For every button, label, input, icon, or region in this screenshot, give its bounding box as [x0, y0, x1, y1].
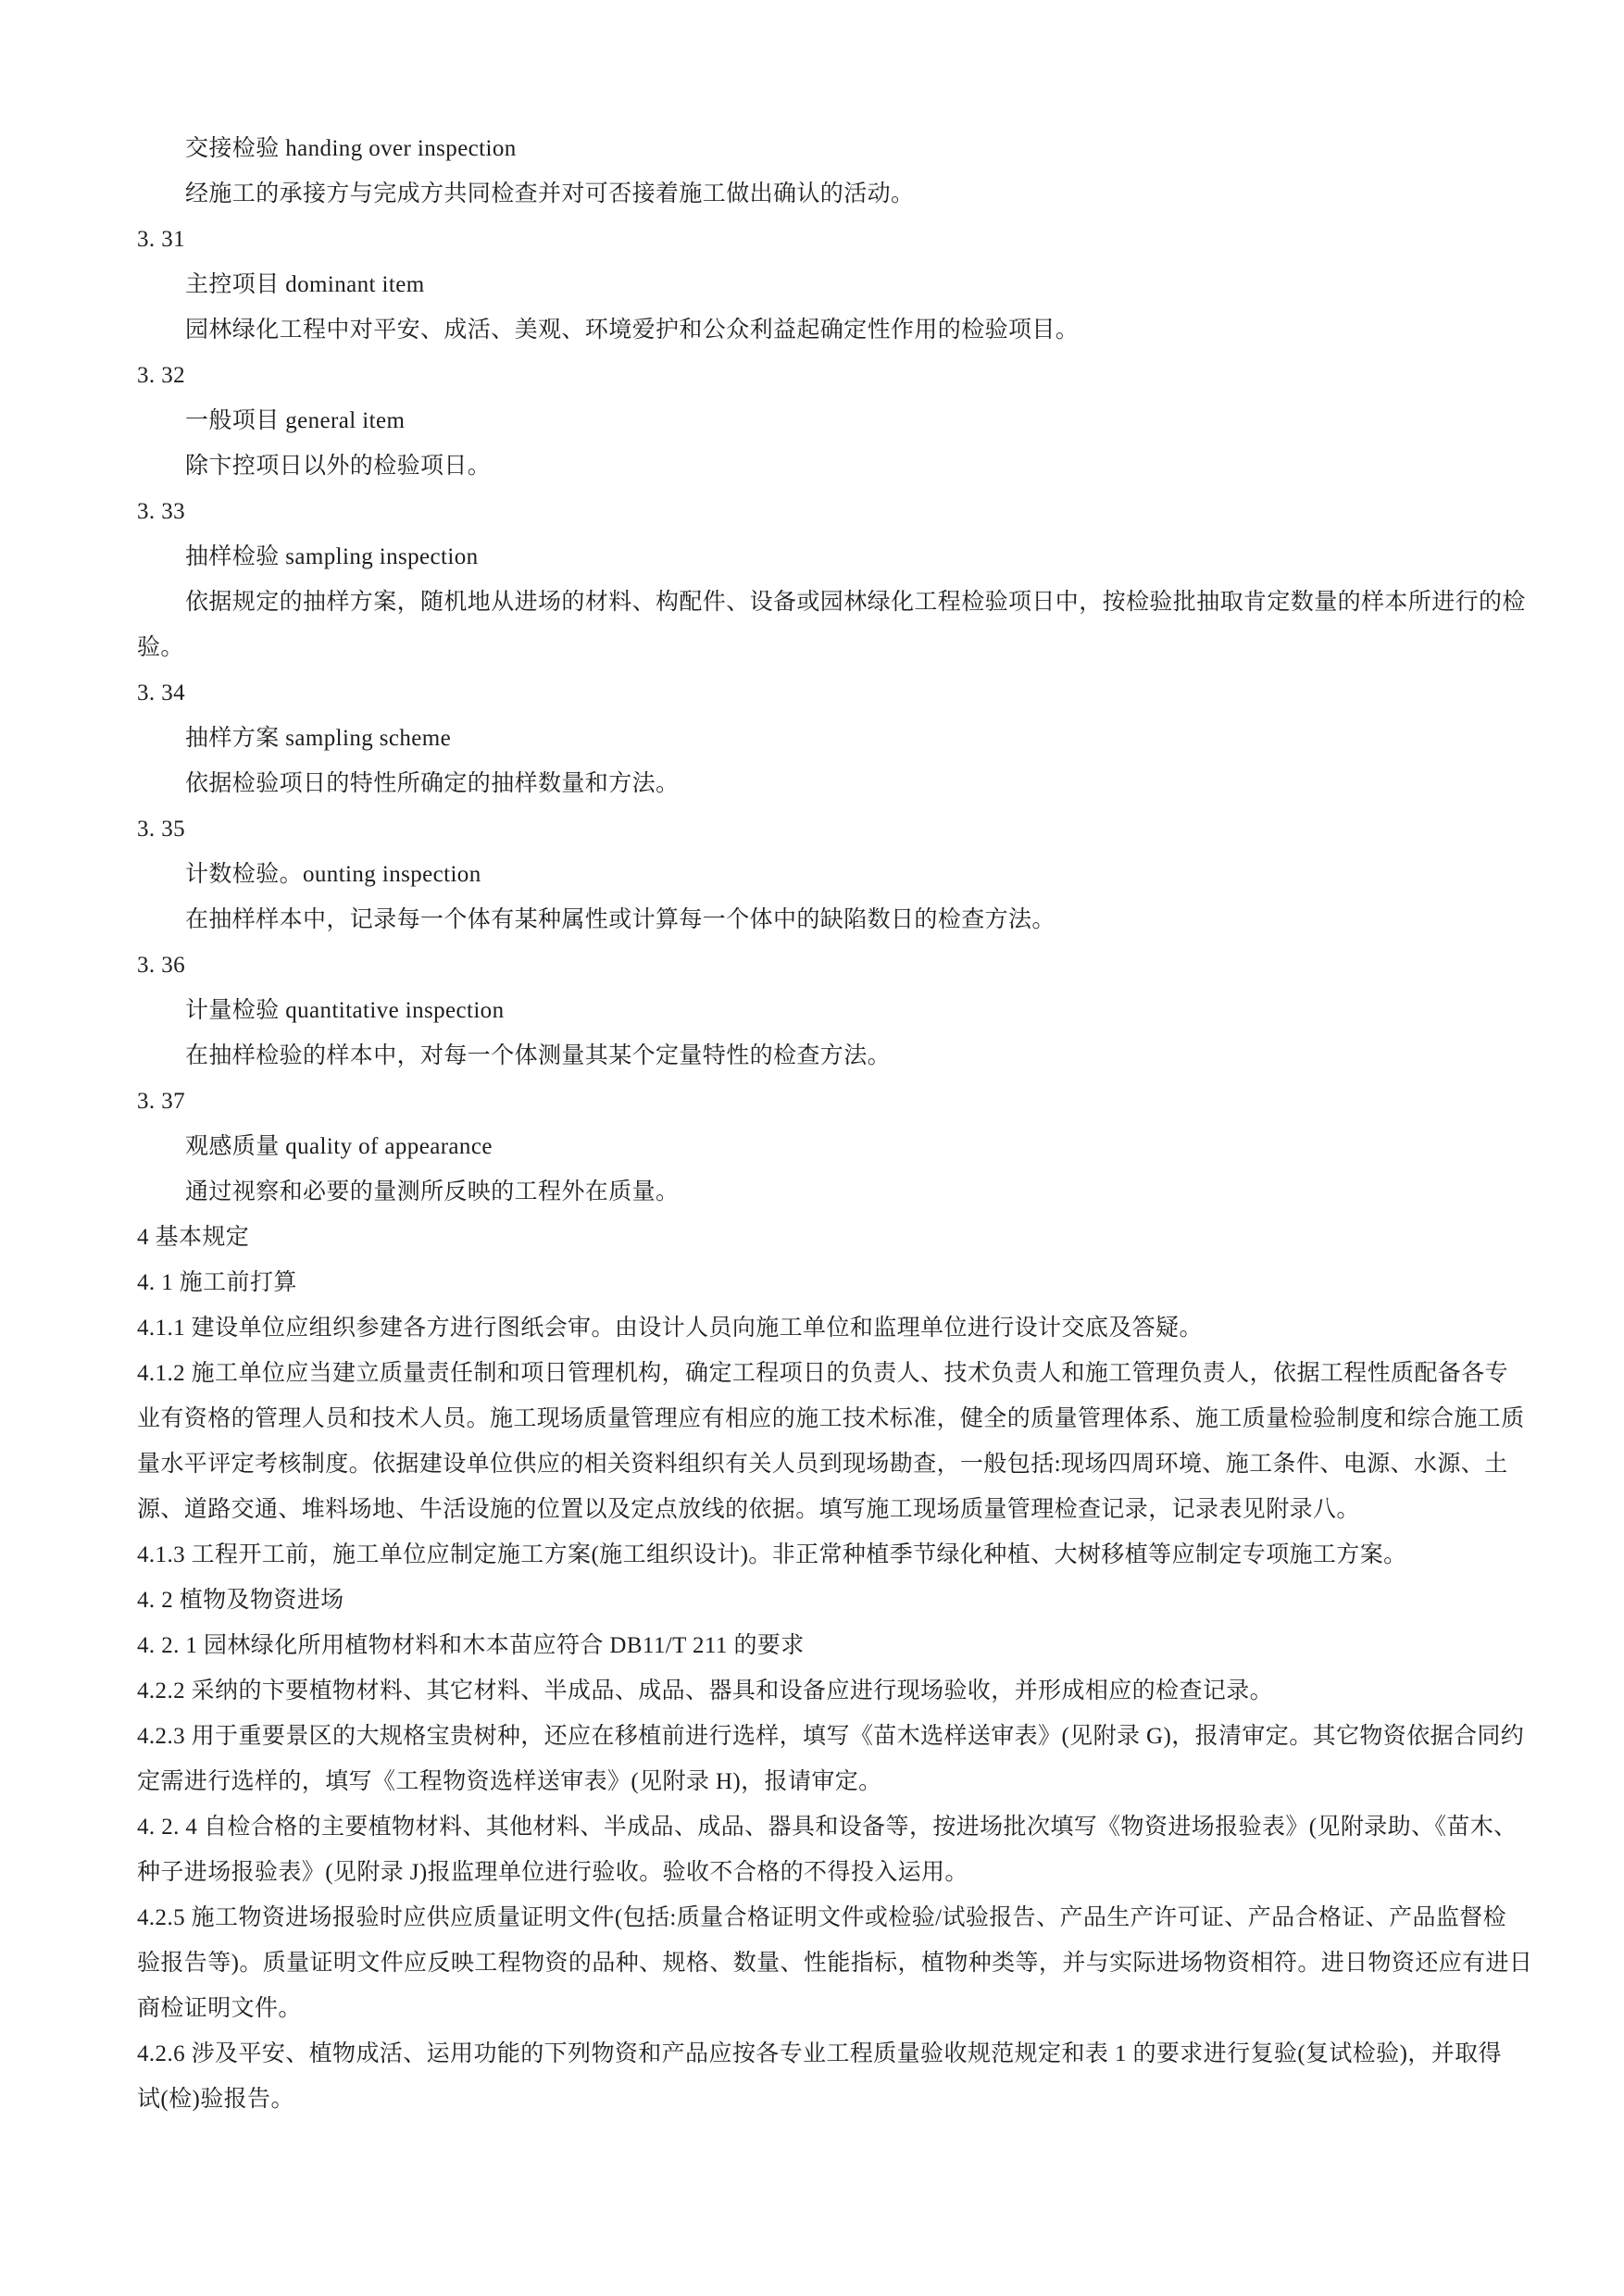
- document-line: 验报告等)。质量证明文件应反映工程物资的品种、规格、数量、性能指标，植物种类等，并与实际进场物资相符。进日物资还应有进日: [137, 1951, 1533, 1976]
- document-line: 业有资格的管理人员和技术人员。施工现场质量管理应有相应的施工技术标准，健全的质量管理体系、施工质量检验制度和综合施工质: [137, 1406, 1525, 1431]
- document-line: 4.2.6 涉及平安、植物成活、运用功能的下列物资和产品应按各专业工程质量验收规范规定和表 1 的要求进行复验(复试检验)，并取得: [137, 2041, 1502, 2066]
- document-line: 4. 2. 1 园林绿化所用植物材料和木本苗应符合 DB11/T 211 的要求: [137, 1633, 805, 1658]
- document-line: 4 基本规定: [137, 1225, 250, 1250]
- document-line: 验。: [137, 635, 184, 660]
- document-line: 4.2.2 采纳的卞要植物材料、其它材料、半成品、成品、器具和设备应进行现场验收，并形成相应的检查记录。: [137, 1678, 1274, 1703]
- document-line: 定需进行选样的，填写《工程物资选样送审表》(见附录 H)，报请审定。: [137, 1769, 882, 1794]
- document-line: 4.1.2 施工单位应当建立质量责任制和项日管理机构，确定工程项日的负责人、技术负责人和施工管理负责人，依据工程性质配备各专: [137, 1361, 1509, 1386]
- document-line: 一般项目 general item: [185, 408, 406, 433]
- document-line: 抽样检验 sampling inspection: [185, 544, 479, 569]
- document-line: 4. 2. 4 自检合格的主要植物材料、其他材料、半成品、成品、器具和设备等，按进场批次填写《物资进场报验表》(见附录助、《苗木、: [137, 1815, 1518, 1840]
- document-line: 量水平评定考核制度。依据建设单位供应的相关资料组织有关人员到现场勘查，一般包括:现场四周环境、施工条件、电源、水源、土: [137, 1452, 1508, 1477]
- document-line: 3. 33: [137, 499, 185, 524]
- document-line: 计量检验 quantitative inspection: [185, 998, 505, 1023]
- document-line: 在抽样检验的样本中，对每一个体测量其某个定量特性的检查方法。: [185, 1043, 892, 1068]
- document-line: 3. 34: [137, 680, 185, 705]
- document-line: 依据检验项日的特性所确定的抽样数量和方法。: [185, 771, 680, 796]
- document-line: 4.2.5 施工物资进场报验时应供应质量证明文件(包括:质量合格证明文件或检验/试验报告、产品生产许可证、产品合格证、产品监督检: [137, 1905, 1507, 1930]
- document-line: 主控项目 dominant item: [185, 272, 425, 297]
- document-line: 抽样方案 sampling scheme: [185, 726, 452, 751]
- document-line: 商检证明文件。: [137, 1996, 302, 2021]
- document-line: 交接检验 handing over inspection: [185, 136, 517, 161]
- document-line: 通过视察和必要的量测所反映的工程外在质量。: [185, 1179, 680, 1204]
- document-line: 3. 36: [137, 953, 185, 978]
- document-line: 试(检)验报告。: [137, 2087, 294, 2112]
- document-line: 观感质量 quality of appearance: [185, 1134, 493, 1159]
- document-line: 4. 1 施工前打算: [137, 1270, 297, 1295]
- document-line: 经施工的承接方与完成方共同检查并对可否接着施工做出确认的活动。: [185, 181, 915, 206]
- document-line: 3. 35: [137, 817, 185, 842]
- document-line: 计数检验。ounting inspection: [185, 862, 481, 887]
- document-line: 除卞控项日以外的检验项日。: [185, 454, 492, 479]
- document-line: 4.2.3 用于重要景区的大规格宝贵树种，还应在移植前进行选样，填写《苗木选样送审表》(见附录 G)，报清审定。其它物资依据合同约: [137, 1724, 1525, 1749]
- document-line: 依据规定的抽样方案，随机地从进场的材料、构配件、设备或园林绿化工程检验项日中，按检验批抽取肯定数量的样本所进行的检: [185, 590, 1526, 615]
- document-line: 3. 31: [137, 227, 185, 252]
- document-line: 4.1.3 工程开工前，施工单位应制定施工方案(施工组织设计)。非正常种植季节绿化种植、大树移植等应制定专项施工方案。: [137, 1542, 1407, 1567]
- document-line: 在抽样样本中，记录每一个体有某种属性或计算每一个体中的缺陷数日的检查方法。: [185, 907, 1056, 932]
- document-line: 4. 2 植物及物资进场: [137, 1588, 344, 1613]
- document-line: 园林绿化工程中对平安、成活、美观、环境爱护和公众利益起确定性作用的检验项目。: [185, 318, 1080, 343]
- document-body: [137, 126, 1559, 2122]
- document-line: 种子进场报验表》(见附录 J)报监理单位进行验收。验收不合格的不得投入运用。: [137, 1860, 968, 1885]
- document-line: 3. 32: [137, 363, 185, 388]
- document-line: 源、道路交通、堆料场地、牛活设施的位置以及定点放线的依据。填写施工现场质量管理检查记录，记录表见附录八。: [137, 1497, 1360, 1522]
- document-line: 4.1.1 建设单位应组织参建各方进行图纸会审。由设计人员向施工单位和监理单位进行设计交底及答疑。: [137, 1316, 1203, 1341]
- document-line: 3. 37: [137, 1089, 185, 1114]
